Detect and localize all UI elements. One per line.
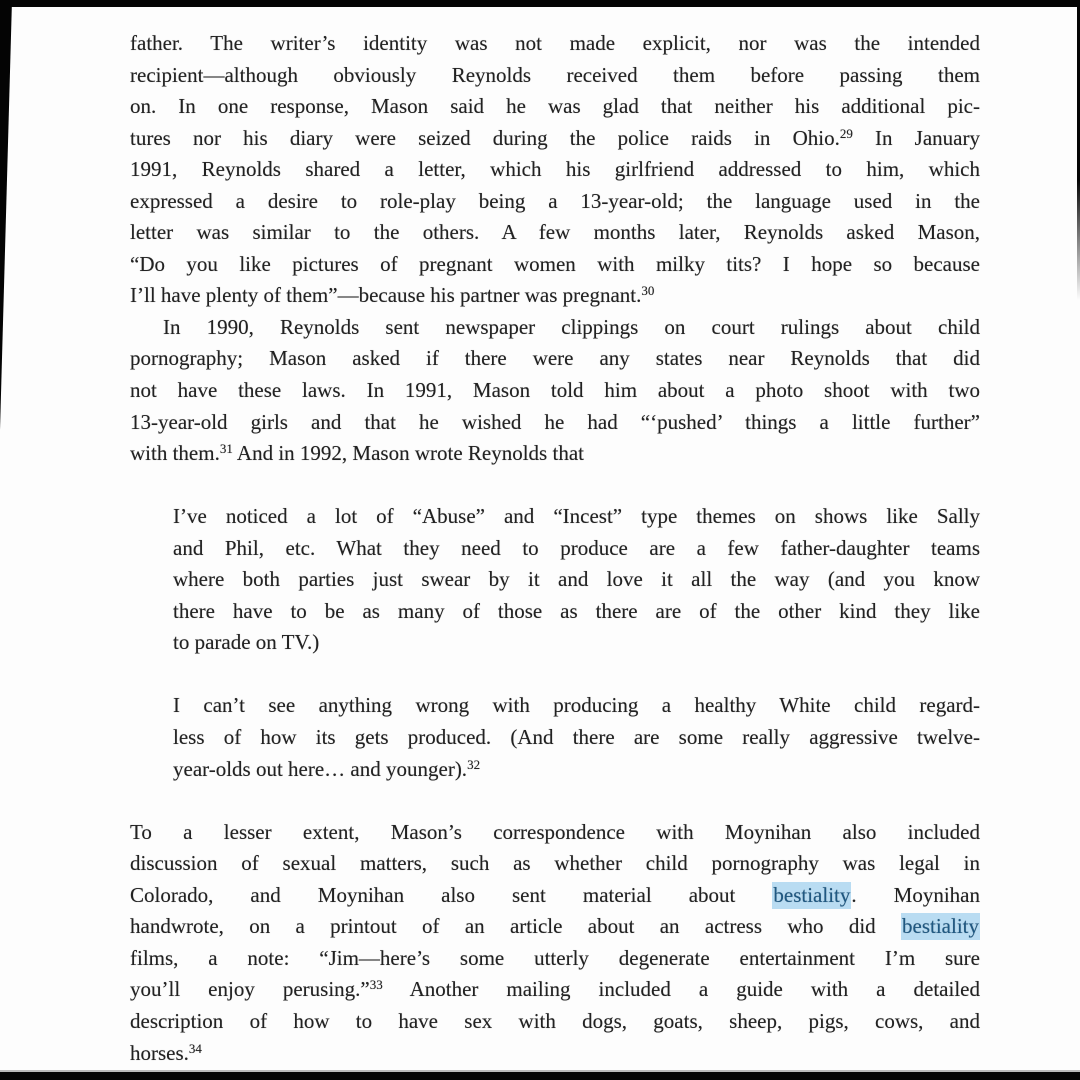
search-highlight: bestiality xyxy=(902,914,979,939)
text-line: with them.$^{31}$ And in 1992, Mason wrote Reynolds that xyxy=(130,441,584,466)
text-line: “Do you like pictures of pregnant women with milky tits? I hope so because xyxy=(130,251,980,276)
text-line: Colorado, and Moynihan also sent material about bestiality. Moynihan xyxy=(130,882,980,907)
search-highlight: bestiality xyxy=(773,882,851,907)
paragraph xyxy=(130,312,980,470)
top-letterbox-bar xyxy=(0,0,1080,7)
text-line: In 1990, Reynolds sent newspaper clippings on court rulings about child xyxy=(163,314,980,339)
text-line: description of how to have sex with dogs, goats, sheep, pigs, cows, and xyxy=(130,1008,980,1033)
footnote-marker: 33 xyxy=(369,977,383,993)
bottom-letterbox-bar xyxy=(0,1072,1080,1080)
footnote-marker: 32 xyxy=(467,756,481,772)
text-line: year-olds out here… and younger).$^{32}$ xyxy=(173,756,481,781)
text-line: you’ll enjoy perusing.”$^{33}$ Another mailing included a guide with a detailed xyxy=(130,977,980,1002)
block-quote xyxy=(173,501,980,659)
book-page xyxy=(0,7,1080,1072)
text-line: expressed a desire to role-play being a 13-year-old; the language used in the xyxy=(130,188,980,213)
text-line: letter was similar to the others. A few months later, Reynolds asked Mason, xyxy=(130,220,980,245)
text-line: father. The writer’s identity was not made explicit, nor was the intended xyxy=(130,31,980,55)
text-line: pornography; Mason asked if there were any states near Reynolds that did xyxy=(130,346,980,371)
text-column xyxy=(130,28,980,1069)
text-line: tures nor his diary were seized during the police raids in Ohio.$^{29}$ In January xyxy=(130,125,980,150)
footnote-marker: 34 xyxy=(188,1040,202,1056)
text-line: I can’t see anything wrong with producing a healthy White child regard- xyxy=(173,693,980,718)
text-line: 1991, Reynolds shared a letter, which his girlfriend addressed to him, which xyxy=(130,157,980,182)
text-line: films, a note: “Jim—here’s some utterly degenerate entertainment I’m sure xyxy=(130,945,980,970)
text-line: To a lesser extent, Mason’s correspondence with Moynihan also included xyxy=(130,819,980,844)
footnote-marker: 31 xyxy=(219,441,233,457)
block-quote xyxy=(173,690,980,785)
text-line: I’ll have plenty of them”—because his partner was pregnant.$^{30}$ xyxy=(130,283,655,308)
text-line: there have to be as many of those as there are of the other kind they like xyxy=(173,598,980,623)
text-line: discussion of sexual matters, such as whether child pornography was legal in xyxy=(130,851,980,876)
text-line: to parade on TV.) xyxy=(173,630,320,655)
text-line: less of how its gets produced. (And there are some really aggressive twelve- xyxy=(173,725,980,750)
paragraph xyxy=(130,817,980,1069)
text-line: not have these laws. In 1991, Mason told him about a photo shoot with two xyxy=(130,378,980,403)
text-line: I’ve noticed a lot of “Abuse” and “Incest” type themes on shows like Sally xyxy=(173,504,980,529)
text-line: on. In one response, Mason said he was glad that neither his additional pic- xyxy=(130,94,980,119)
text-line: recipient—although obviously Reynolds received them before passing them xyxy=(130,62,980,87)
paragraph xyxy=(130,28,980,312)
text-line: horses.$^{34}$ xyxy=(130,1040,202,1065)
text-line: where both parties just swear by it and love it all the way (and you know xyxy=(173,567,980,592)
text-line: and Phil, etc. What they need to produce are a few father-daughter teams xyxy=(173,535,980,560)
footnote-marker: 29 xyxy=(839,125,853,141)
footnote-marker: 30 xyxy=(641,283,655,299)
text-line: handwrote, on a printout of an article about an actress who did bestiality xyxy=(130,914,979,939)
text-line: 13-year-old girls and that he wished he had “‘pushed’ things a little further” xyxy=(130,409,980,434)
